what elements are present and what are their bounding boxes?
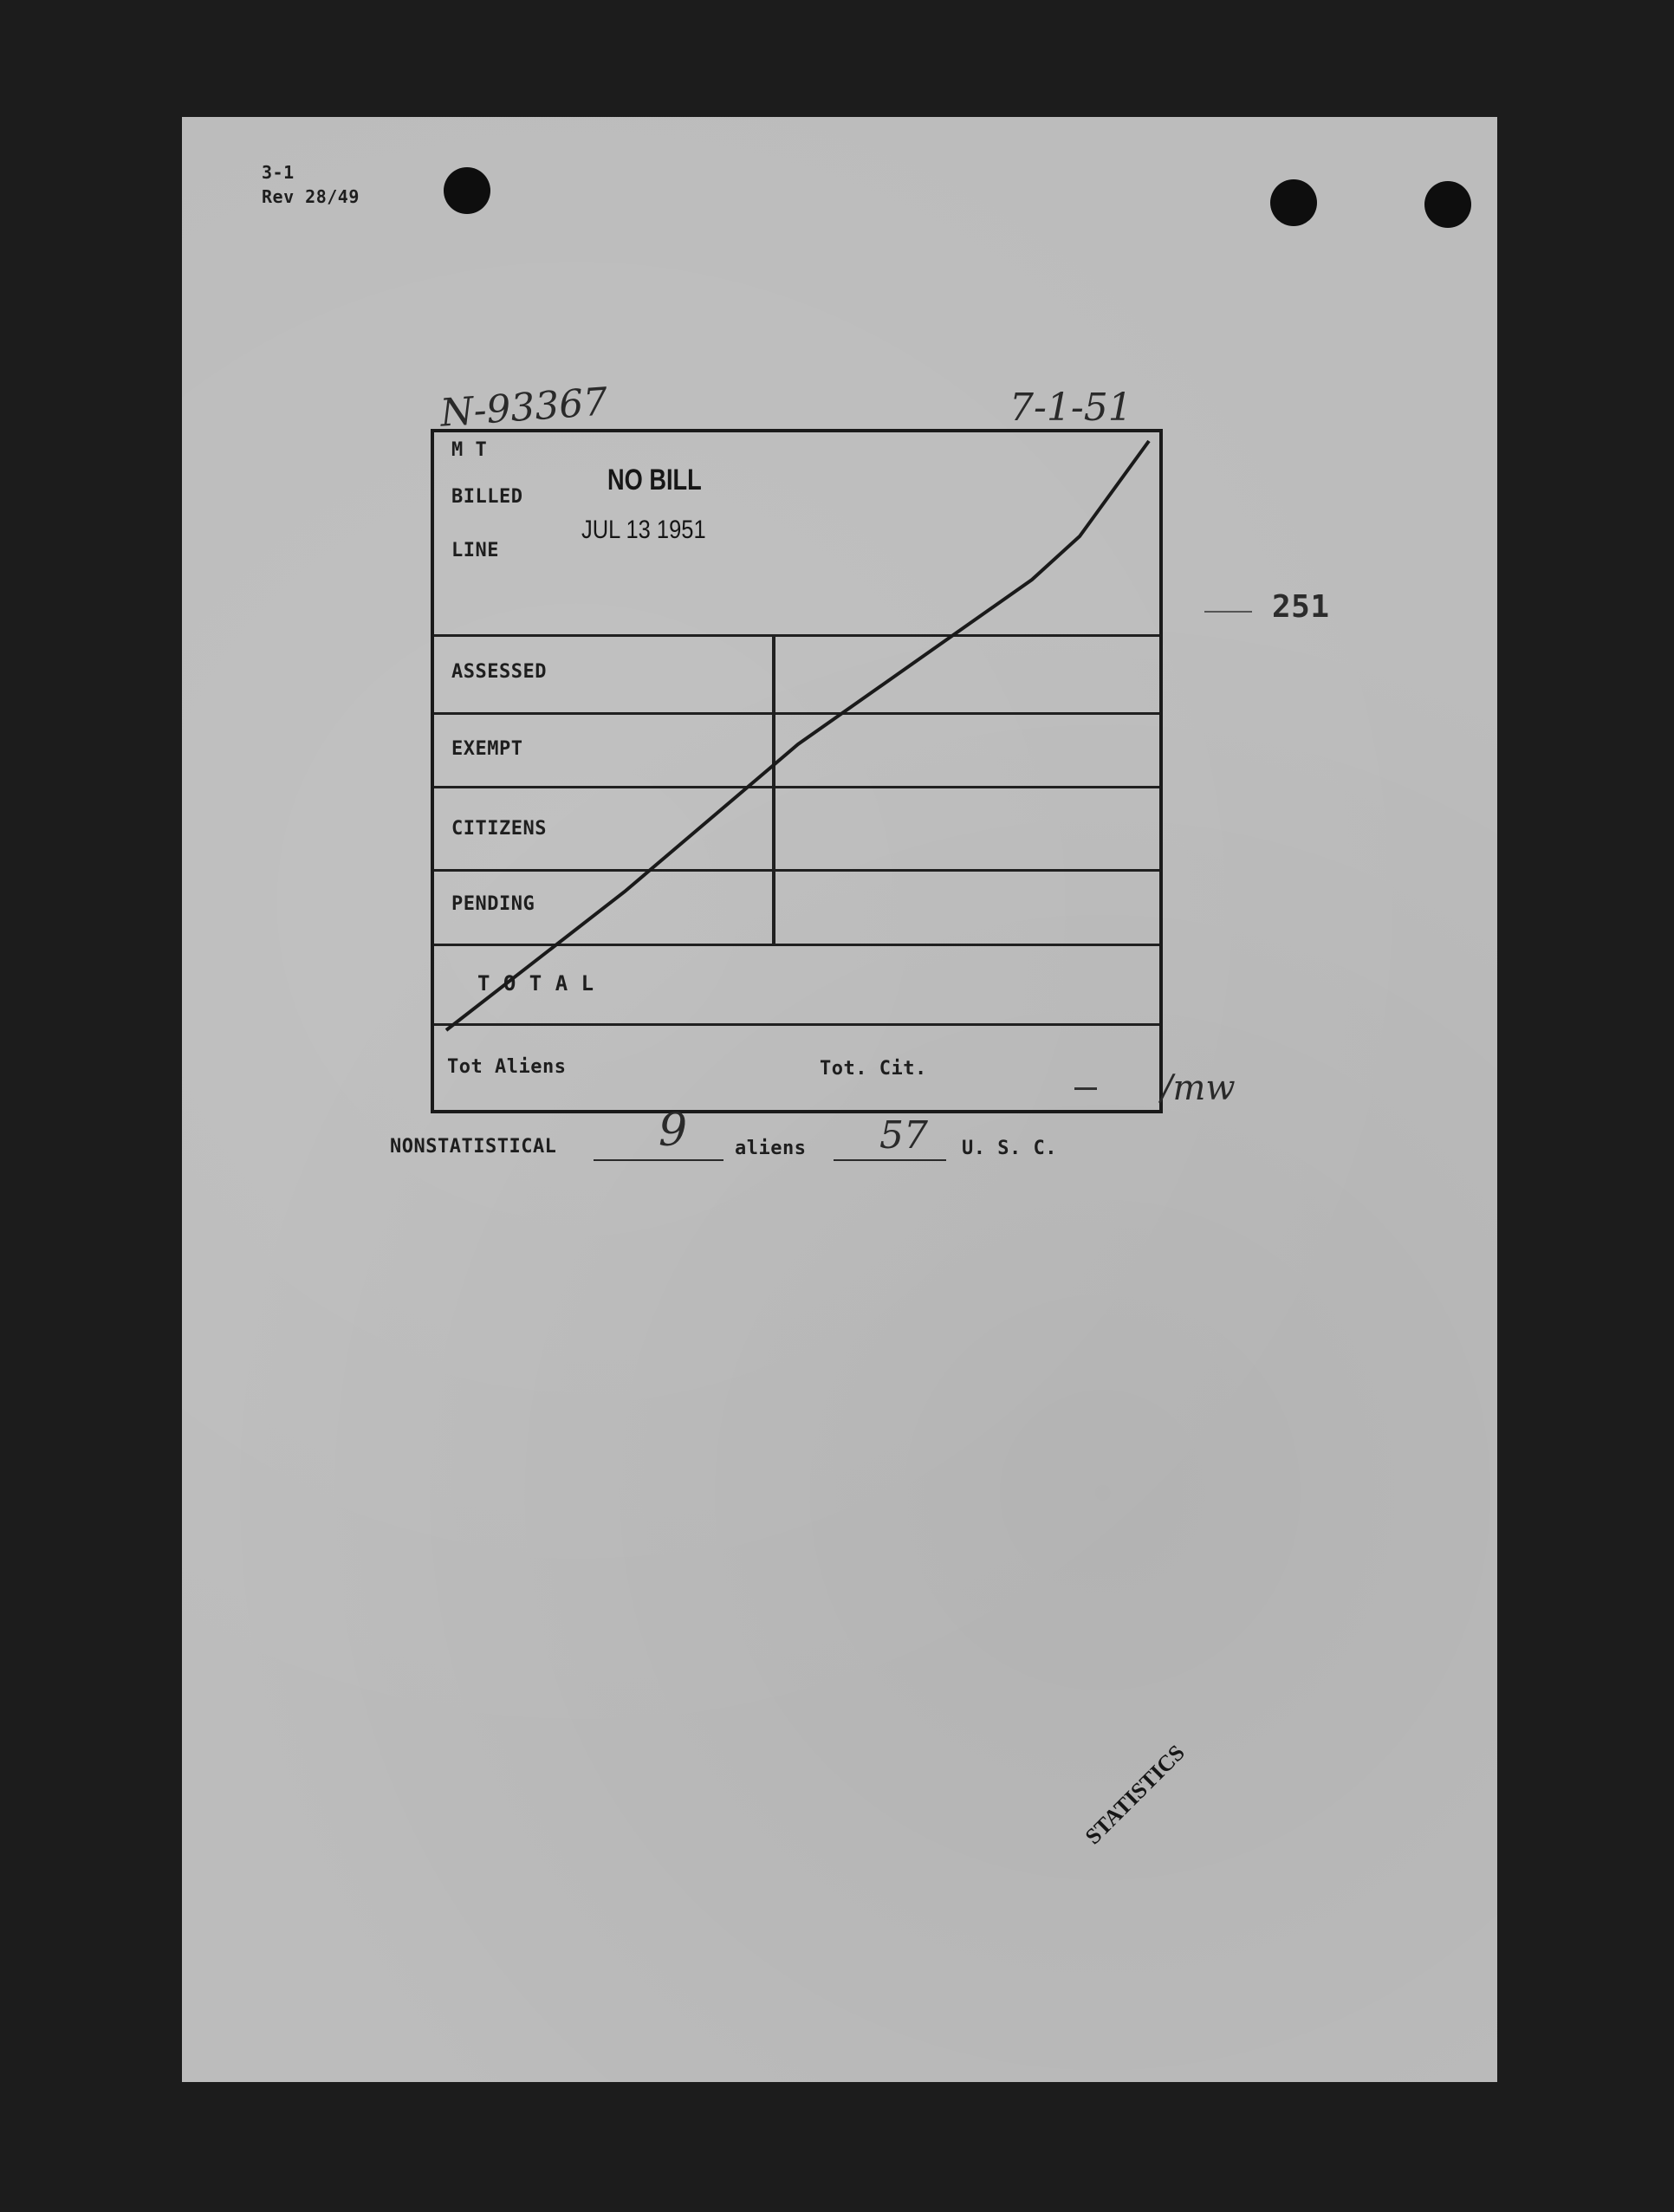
diagonal-stroke — [446, 441, 1149, 1030]
usc-count: 57 — [879, 1113, 928, 1158]
punch-hole — [1424, 181, 1471, 228]
dash-mark — [1074, 1087, 1097, 1090]
label-pending: PENDING — [451, 893, 535, 915]
no-bill-stamp: NO BILL — [607, 464, 702, 496]
statistics-stamp: STATISTICS — [1080, 1740, 1190, 1850]
side-number: 251 — [1272, 589, 1330, 625]
aliens-count: 9 — [659, 1105, 688, 1157]
statistics-box — [431, 429, 1163, 1113]
initials: /mw — [1161, 1068, 1236, 1108]
form-revision: Rev 28/49 — [262, 186, 360, 207]
label-mt: M T — [451, 439, 488, 461]
file-number: N-93367 — [438, 379, 609, 436]
label-assessed: ASSESSED — [451, 661, 547, 683]
aliens-blank — [594, 1159, 723, 1161]
label-citizens: CITIZENS — [451, 818, 547, 840]
label-billed: BILLED — [451, 486, 523, 508]
label-aliens: aliens — [735, 1138, 807, 1159]
label-usc: U. S. C. — [962, 1138, 1057, 1159]
cancel-line — [434, 432, 1159, 1110]
punch-hole — [444, 167, 490, 214]
stamp-date: JUL 13 1951 — [581, 516, 706, 544]
label-total: T O T A L — [477, 971, 594, 996]
label-tot-aliens: Tot Aliens — [447, 1056, 567, 1078]
form-number: 3-1 — [262, 162, 295, 183]
label-exempt: EXEMPT — [451, 738, 523, 760]
label-line: LINE — [451, 540, 499, 561]
side-dash — [1204, 611, 1252, 613]
punch-hole — [1270, 179, 1317, 226]
label-tot-cit: Tot. Cit. — [820, 1058, 927, 1080]
label-nonstatistical: NONSTATISTICAL — [390, 1136, 557, 1158]
usc-blank — [834, 1159, 946, 1161]
document-page — [182, 117, 1497, 2082]
handwritten-date: 7-1-51 — [1009, 386, 1132, 430]
